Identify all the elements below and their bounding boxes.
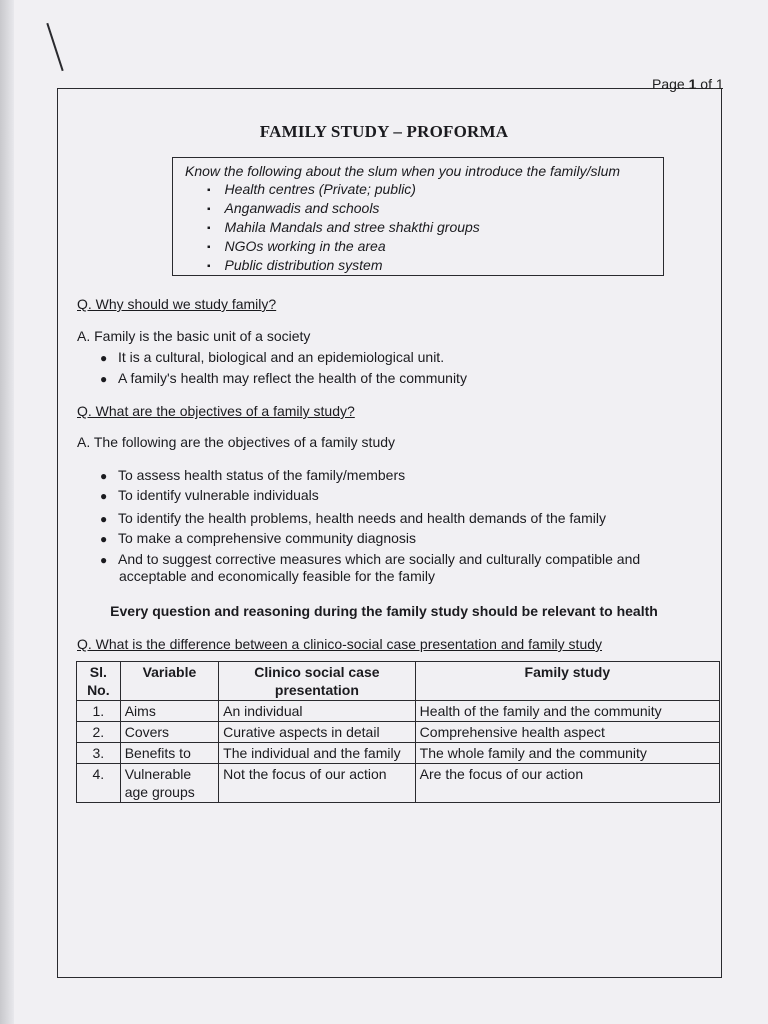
cell-family: Health of the family and the community [415, 701, 719, 722]
bullet-point: ● It is a cultural, biological and an epidemiological unit. [100, 349, 445, 365]
cell-clinico: Curative aspects in detail [219, 722, 416, 743]
intro-item: ▪ Mahila Mandals and stree shakthi groups [207, 218, 480, 237]
header-family-study: Family study [415, 662, 719, 701]
cell-family: The whole family and the community [415, 743, 719, 764]
intro-list [207, 180, 480, 275]
bullet-point: ● A family's health may reflect the health of the community [100, 370, 467, 386]
table-row [77, 743, 720, 764]
intro-item: ▪ Anganwadis and schools [207, 199, 480, 218]
cell-variable: Vulnerable age groups [120, 764, 218, 803]
page-edge-shadow [0, 0, 14, 1024]
cell-clinico: The individual and the family [219, 743, 416, 764]
bullet-continuation: acceptable and economically feasible for the family [119, 568, 435, 584]
question-difference: Q. What is the difference between a clinico-social case presentation and family study [77, 636, 603, 652]
intro-item: ▪ Health centres (Private; public) [207, 180, 480, 199]
table-header-row [77, 662, 720, 701]
intro-box [172, 157, 664, 276]
cell-variable: Aims [120, 701, 218, 722]
bullet-point: ● To make a comprehensive community diagnosis [100, 530, 417, 546]
table-row [77, 764, 720, 803]
question-why-study: Q. Why should we study family? [77, 296, 277, 312]
cell-family: Are the focus of our action [415, 764, 719, 803]
cell-sl: 1. [77, 701, 121, 722]
intro-item: ▪ Public distribution system [207, 256, 480, 275]
question-objectives: Q. What are the objectives of a family study? [77, 403, 355, 419]
table-row [77, 701, 720, 722]
bullet-point: ● And to suggest corrective measures which are socially and culturally compatible and [100, 551, 641, 567]
bullet-point: ● To identify vulnerable individuals [100, 487, 319, 503]
answer-why-study: A. Family is the basic unit of a society [77, 328, 311, 344]
cell-sl: 2. [77, 722, 121, 743]
cell-sl: 4. [77, 764, 121, 803]
cell-sl: 3. [77, 743, 121, 764]
intro-item: ▪ NGOs working in the area [207, 237, 480, 256]
bullet-point: ● To assess health status of the family/members [100, 467, 406, 483]
table-row [77, 722, 720, 743]
header-sl-no: Sl. No. [77, 662, 121, 701]
cell-family: Comprehensive health aspect [415, 722, 719, 743]
answer-objectives: A. The following are the objectives of a family study [77, 434, 396, 450]
bullet-point: ● To identify the health problems, health needs and health demands of the family [100, 510, 606, 526]
header-clinico-social: Clinico social case presentation [219, 662, 416, 701]
cell-clinico: An individual [219, 701, 416, 722]
cell-clinico: Not the focus of our action [219, 764, 416, 803]
intro-box-heading: Know the following about the slum when you introduce the family/slum [185, 163, 621, 179]
header-variable: Variable [120, 662, 218, 701]
page-number: Page 1 of 1 [652, 76, 724, 92]
cell-variable: Benefits to [120, 743, 218, 764]
comparison-table [76, 661, 720, 803]
document-title: FAMILY STUDY – PROFORMA [259, 122, 509, 141]
relevance-note: Every question and reasoning during the family study should be relevant to health [110, 603, 658, 619]
cell-variable: Covers [120, 722, 218, 743]
